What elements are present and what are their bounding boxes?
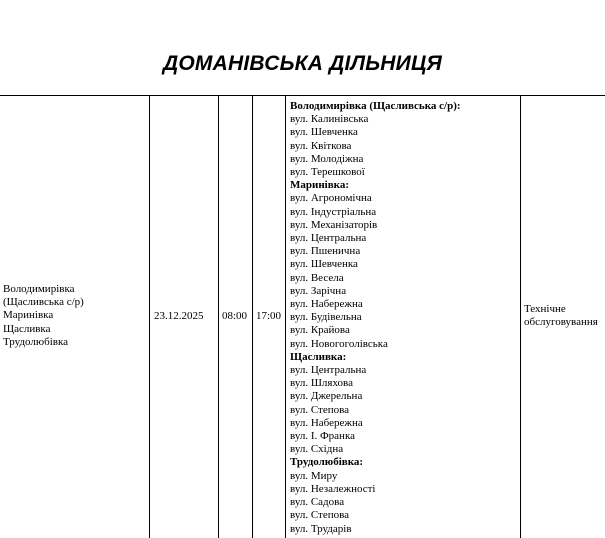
street-item: вул. Степова [290,403,350,416]
street-group [290,456,520,535]
time-start-cell: 08:00 [222,310,248,322]
street-group [290,351,520,457]
column-divider [252,96,253,538]
street-item: вул. Крайова [290,324,350,337]
street-item: вул. Набережна [290,298,363,311]
street-item: вул. Центральна [290,364,367,377]
locality-line: Маринівка [3,309,54,322]
street-item: вул. Молодіжна [290,152,364,165]
locality-line: Трудолюбівка [3,335,69,348]
street-item: вул. Квіткова [290,139,352,152]
reason-line: обслуговування [524,316,598,329]
street-item: вул. Шевченка [290,258,358,271]
column-divider [520,96,521,538]
street-item: вул. Садова [290,496,345,509]
street-item: вул. І. Франка [290,430,356,443]
street-item: вул. Механізаторів [290,218,378,231]
reason-line: Технічне [524,303,566,315]
street-group [290,179,520,351]
street-item: вул. Набережна [290,416,363,429]
street-item: вул. Джерельна [290,390,363,403]
street-item: вул. Будівельна [290,311,362,324]
street-item: вул. Шевченка [290,126,358,139]
reason-cell [524,303,605,329]
street-item: вул. Трударів [290,522,352,535]
street-group-title: Маринівка: [290,179,350,192]
locality-line: Щасливка [3,322,51,335]
street-item: вул. Шляхова [290,377,353,390]
street-item: вул. Агрономічна [290,192,372,205]
column-divider [149,96,150,538]
schedule-table [0,95,605,538]
locality-line: Володимирівка [3,283,75,295]
column-divider [218,96,219,538]
street-item: вул. Степова [290,509,350,522]
date-cell: 23.12.2025 [154,310,204,322]
street-item: вул. Терешкової [290,166,365,179]
street-item: вул. Незалежності [290,482,376,495]
street-item: вул. Центральна [290,232,367,245]
street-item: вул. Миру [290,469,338,482]
street-item: вул. Весела [290,271,344,284]
street-group [290,100,520,179]
street-item: вул. Новогоголівська [290,337,388,350]
streets-cell [290,100,520,536]
page-title: ДОМАНІВСЬКА ДІЛЬНИЦЯ [163,52,442,75]
time-end-cell: 17:00 [256,310,282,322]
localities-cell [3,283,148,349]
street-group-title: Трудолюбівка: [290,456,364,469]
street-item: вул. Пшенична [290,245,361,258]
street-group-title: Щасливка: [290,350,347,363]
street-item: вул. Східна [290,443,344,456]
street-item: вул. Індустріальна [290,205,377,218]
street-item: вул. Зарічна [290,284,347,297]
street-group-title: Володимирівка (Щасливська с/р): [290,100,461,112]
column-divider [285,96,286,538]
locality-line: (Щасливська с/р) [3,296,84,309]
street-item: вул. Калинівська [290,113,369,126]
